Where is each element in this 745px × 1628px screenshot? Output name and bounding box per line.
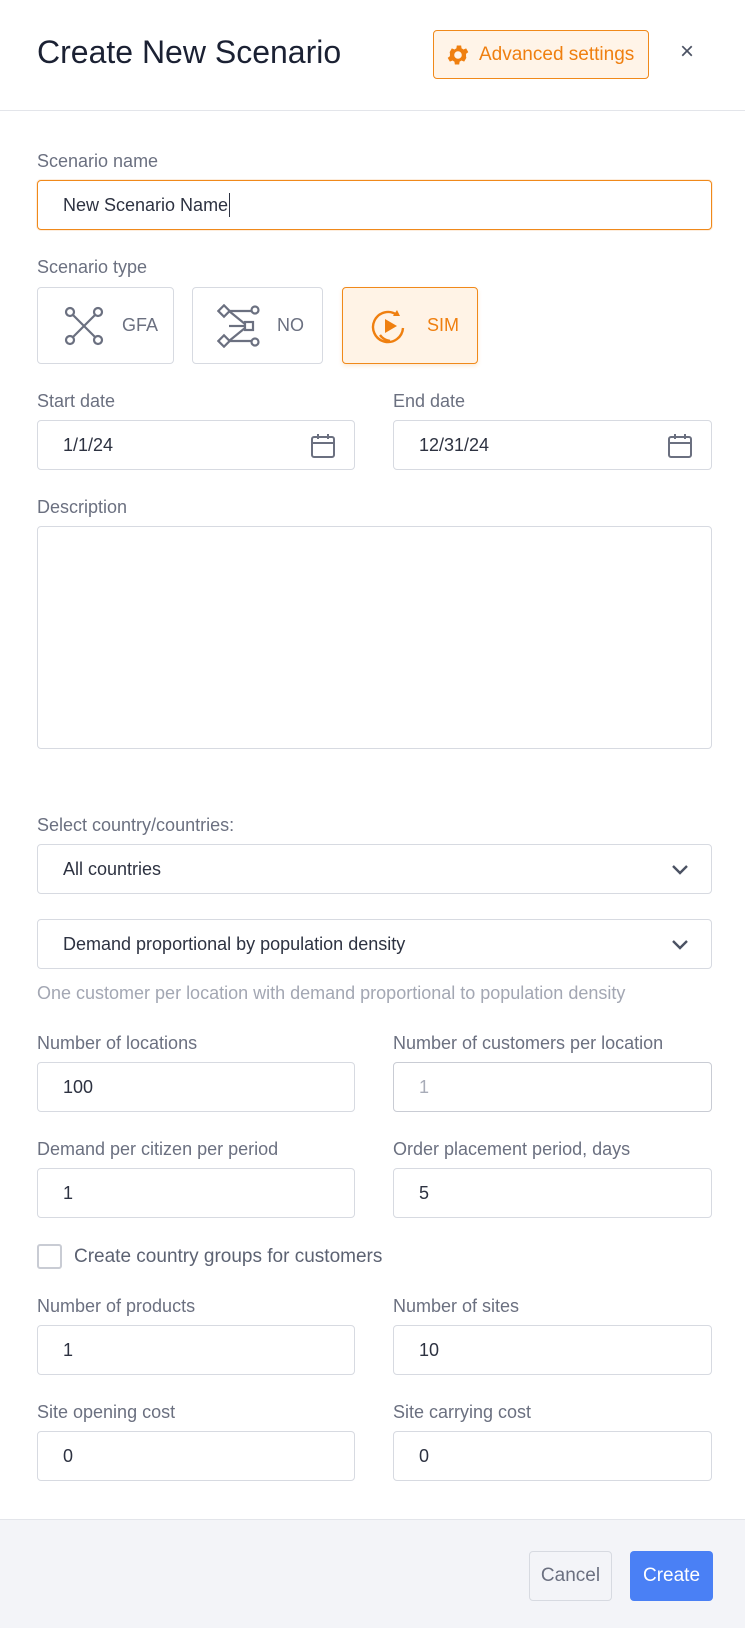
demand-per-citizen-label: Demand per citizen per period xyxy=(37,1139,279,1159)
start-date-input[interactable] xyxy=(37,420,355,470)
text-caret xyxy=(229,193,230,217)
country-select-label: Select country/countries: xyxy=(37,815,235,835)
chevron-down-icon xyxy=(671,936,689,954)
description-textarea[interactable] xyxy=(37,526,712,749)
customers-per-location-input[interactable]: 1 xyxy=(393,1062,712,1112)
calendar-icon[interactable] xyxy=(667,433,693,459)
advanced-settings-label: Advanced settings xyxy=(479,43,635,65)
order-period-label: Order placement period, days xyxy=(393,1139,631,1159)
end-date-value: 12/31/24 xyxy=(419,434,490,455)
dialog-title: Create New Scenario xyxy=(37,34,342,70)
scenario-type-sim-label: SIM xyxy=(427,315,460,335)
num-products-input[interactable]: 1 xyxy=(37,1325,355,1375)
gfa-network-icon xyxy=(62,304,106,348)
gear-icon xyxy=(445,42,471,68)
site-carrying-cost-input[interactable]: 0 xyxy=(393,1431,712,1481)
num-products-label: Number of products xyxy=(37,1296,196,1316)
country-select[interactable] xyxy=(37,844,712,894)
scenario-type-gfa-label: GFA xyxy=(122,315,159,335)
end-date-input[interactable] xyxy=(393,420,712,470)
num-sites-input[interactable]: 10 xyxy=(393,1325,712,1375)
site-opening-cost-input[interactable]: 0 xyxy=(37,1431,355,1481)
no-flow-icon xyxy=(217,304,261,348)
country-groups-checkbox[interactable] xyxy=(37,1244,62,1269)
demand-mode-select[interactable] xyxy=(37,919,712,969)
country-groups-label[interactable]: Create country groups for customers xyxy=(74,1246,383,1267)
calendar-icon[interactable] xyxy=(310,433,336,459)
scenario-type-label: Scenario type xyxy=(37,257,148,277)
create-button[interactable]: Create xyxy=(630,1551,713,1601)
description-label: Description xyxy=(37,497,128,517)
cancel-button[interactable]: Cancel xyxy=(529,1551,612,1601)
scenario-type-no-button[interactable] xyxy=(192,287,323,364)
num-locations-label: Number of locations xyxy=(37,1033,198,1053)
demand-mode-hint: One customer per location with demand proportional to population density xyxy=(37,983,626,1003)
start-date-value: 1/1/24 xyxy=(63,434,114,455)
advanced-settings-button[interactable] xyxy=(433,30,649,79)
dialog-header xyxy=(0,0,745,111)
site-opening-cost-label: Site opening cost xyxy=(37,1402,176,1422)
demand-mode-value: Demand proportional by population density xyxy=(63,933,406,954)
country-select-value: All countries xyxy=(63,858,162,879)
close-icon[interactable]: × xyxy=(679,38,694,65)
sim-play-icon xyxy=(367,304,411,348)
start-date-label: Start date xyxy=(37,391,116,411)
scenario-type-sim-button[interactable] xyxy=(342,287,478,364)
num-locations-input[interactable]: 100 xyxy=(37,1062,355,1112)
customers-per-location-label: Number of customers per location xyxy=(393,1033,664,1053)
chevron-down-icon xyxy=(671,861,689,879)
end-date-label: End date xyxy=(393,391,466,411)
scenario-type-no-label: NO xyxy=(277,315,304,335)
order-period-input[interactable]: 5 xyxy=(393,1168,712,1218)
scenario-name-label: Scenario name xyxy=(37,151,159,171)
site-carrying-cost-label: Site carrying cost xyxy=(393,1402,532,1422)
scenario-name-value: New Scenario Name xyxy=(63,194,229,215)
num-sites-label: Number of sites xyxy=(393,1296,520,1316)
scenario-name-input[interactable] xyxy=(37,180,712,230)
demand-per-citizen-input[interactable]: 1 xyxy=(37,1168,355,1218)
scenario-type-gfa-button[interactable] xyxy=(37,287,174,364)
